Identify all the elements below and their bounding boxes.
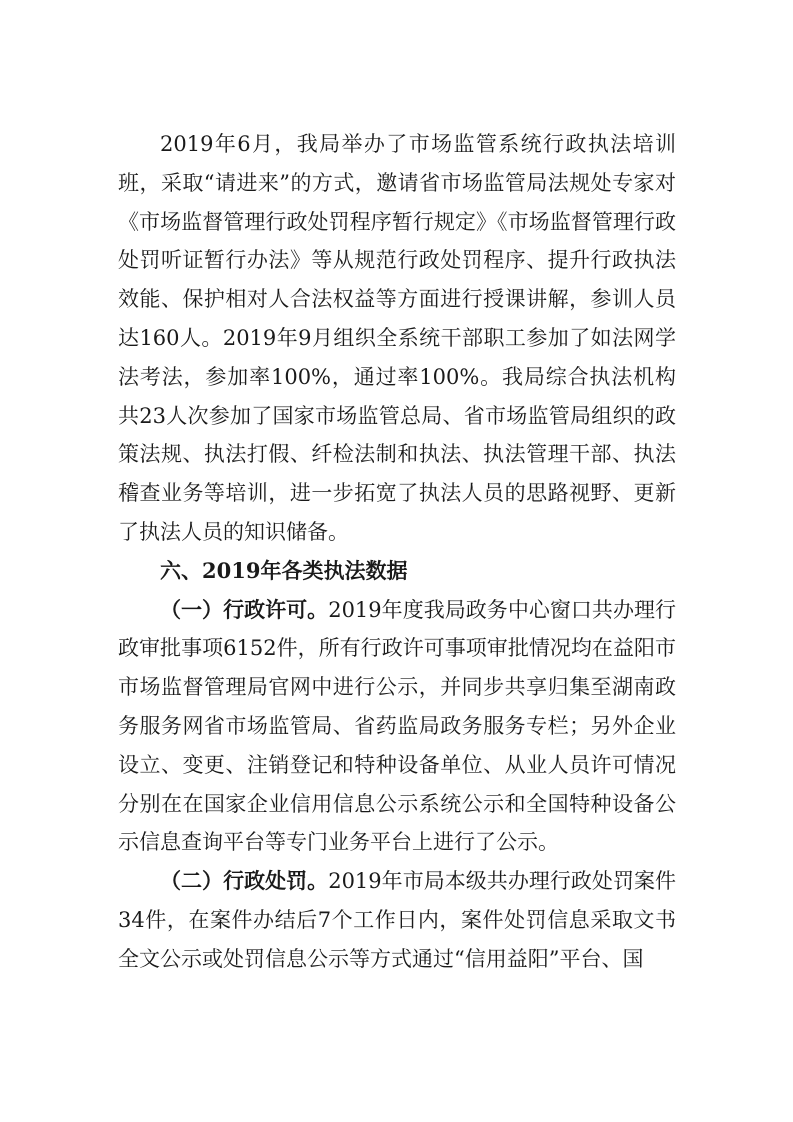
- item-administrative-license: [118, 591, 676, 863]
- paragraph-training: 2019年6月，我局举办了市场监管系统行政执法培训班，采取“请进来”的方式，邀请省市场监管局法规处专家对《市场监督管理行政处罚程序暂行规定》《市场监督管理行政处罚听证暂行办法》等从规范行政处罚程序、提升行政执法效能、保护相对人合法权益等方面进行授课讲解，参训人员达160人。2019年9月组织全系统干部职工参加了如法网学法考法，参加率100%，通过率100%。我局综合执法机构共23人次参加了国家市场监管总局、省市场监管局组织的政策法规、执法打假、纤检法制和执法、执法管理干部、执法稽查业务等培训，进一步拓宽了执法人员的思路视野、更新了执法人员的知识储备。: [118, 132, 676, 544]
- item-text: 2019年度我局政务中心窗口共办理行政审批事项6152件，所有行政许可事项审批情况均在益阳市市场监督管理局官网中进行公示，并同步共享归集至湖南政务服务网省市场监管局、省药监局政务服务专栏；另外企业设立、变更、注销登记和特种设备单位、从业人员许可情况分别在在国家企业信用信息公示系统公示和全国特种设备公示信息查询平台等专门业务平台上进行了公示。: [118, 597, 676, 855]
- item-administrative-penalty: [118, 862, 676, 978]
- section-heading: 六、2019年各类执法数据: [160, 557, 408, 583]
- item-label: （一）行政许可。: [160, 596, 329, 622]
- document-body: [118, 125, 676, 979]
- item-label: （二）行政处罚。: [160, 868, 329, 894]
- item-text: 2019年市局本级共办理行政处罚案件34件，在案件办结后7个工作日内，案件处罚信息采取文书全文公示或处罚信息公示等方式通过“信用益阳”平台、国: [118, 869, 676, 971]
